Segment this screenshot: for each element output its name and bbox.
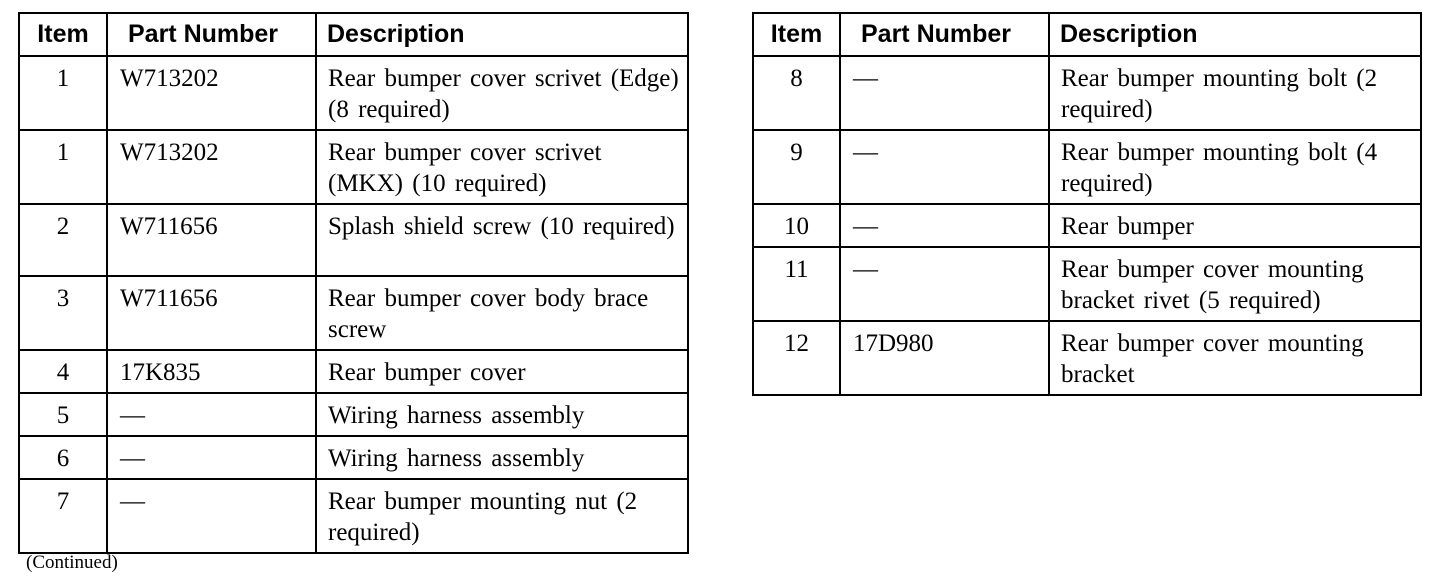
- part-number-cell: —: [840, 247, 1049, 321]
- item-cell: 7: [19, 479, 107, 553]
- description-cell: Wiring harness assembly: [316, 393, 688, 436]
- item-cell: 5: [19, 393, 107, 436]
- column-header-item: Item: [753, 13, 840, 56]
- parts-table-right: [752, 12, 1422, 396]
- parts-table-left: [18, 12, 689, 554]
- table-header-row: [19, 13, 688, 56]
- table-row: [19, 130, 688, 204]
- table-row: [753, 321, 1421, 395]
- item-cell: 8: [753, 56, 840, 130]
- description-cell: Rear bumper cover mounting bracket rivet (5 required): [1049, 247, 1421, 321]
- table-row: [753, 204, 1421, 247]
- item-cell: 6: [19, 436, 107, 479]
- table-row: [19, 393, 688, 436]
- part-number-cell: 17D980: [840, 321, 1049, 395]
- description-cell: Rear bumper cover: [316, 350, 688, 393]
- table-row: [19, 350, 688, 393]
- item-cell: 1: [19, 56, 107, 130]
- item-cell: 9: [753, 130, 840, 204]
- table-row: [753, 130, 1421, 204]
- part-number-cell: W711656: [107, 204, 316, 276]
- table-row: [753, 247, 1421, 321]
- description-cell: Rear bumper cover mounting bracket: [1049, 321, 1421, 395]
- continued-note: (Continued): [26, 552, 118, 573]
- column-header-item: Item: [19, 13, 107, 56]
- part-number-cell: —: [840, 204, 1049, 247]
- column-header-description: Description: [316, 13, 688, 56]
- description-cell: Rear bumper mounting bolt (2 required): [1049, 56, 1421, 130]
- column-header-description: Description: [1049, 13, 1421, 56]
- description-cell: Rear bumper cover scrivet (MKX) (10 required): [316, 130, 688, 204]
- item-cell: 12: [753, 321, 840, 395]
- part-number-cell: —: [107, 436, 316, 479]
- part-number-cell: —: [840, 130, 1049, 204]
- part-number-cell: —: [107, 479, 316, 553]
- description-cell: Rear bumper mounting nut (2 required): [316, 479, 688, 553]
- item-cell: 1: [19, 130, 107, 204]
- table-header-row: [753, 13, 1421, 56]
- item-cell: 3: [19, 276, 107, 350]
- description-cell: Splash shield screw (10 required): [316, 204, 688, 276]
- part-number-cell: —: [840, 56, 1049, 130]
- table-row: [19, 436, 688, 479]
- item-cell: 10: [753, 204, 840, 247]
- description-cell: Rear bumper: [1049, 204, 1421, 247]
- table-row: [19, 56, 688, 130]
- table-row: [19, 479, 688, 553]
- item-cell: 11: [753, 247, 840, 321]
- item-cell: 4: [19, 350, 107, 393]
- table-row: [753, 56, 1421, 130]
- column-header-part-number: Part Number: [840, 13, 1049, 56]
- item-cell: 2: [19, 204, 107, 276]
- description-cell: Wiring harness assembly: [316, 436, 688, 479]
- part-number-cell: W713202: [107, 56, 316, 130]
- part-number-cell: W713202: [107, 130, 316, 204]
- description-cell: Rear bumper cover scrivet (Edge) (8 required): [316, 56, 688, 130]
- column-header-part-number: Part Number: [107, 13, 316, 56]
- part-number-cell: —: [107, 393, 316, 436]
- table-row: [19, 276, 688, 350]
- description-cell: Rear bumper mounting bolt (4 required): [1049, 130, 1421, 204]
- part-number-cell: W711656: [107, 276, 316, 350]
- table-row: [19, 204, 688, 276]
- description-cell: Rear bumper cover body brace screw: [316, 276, 688, 350]
- part-number-cell: 17K835: [107, 350, 316, 393]
